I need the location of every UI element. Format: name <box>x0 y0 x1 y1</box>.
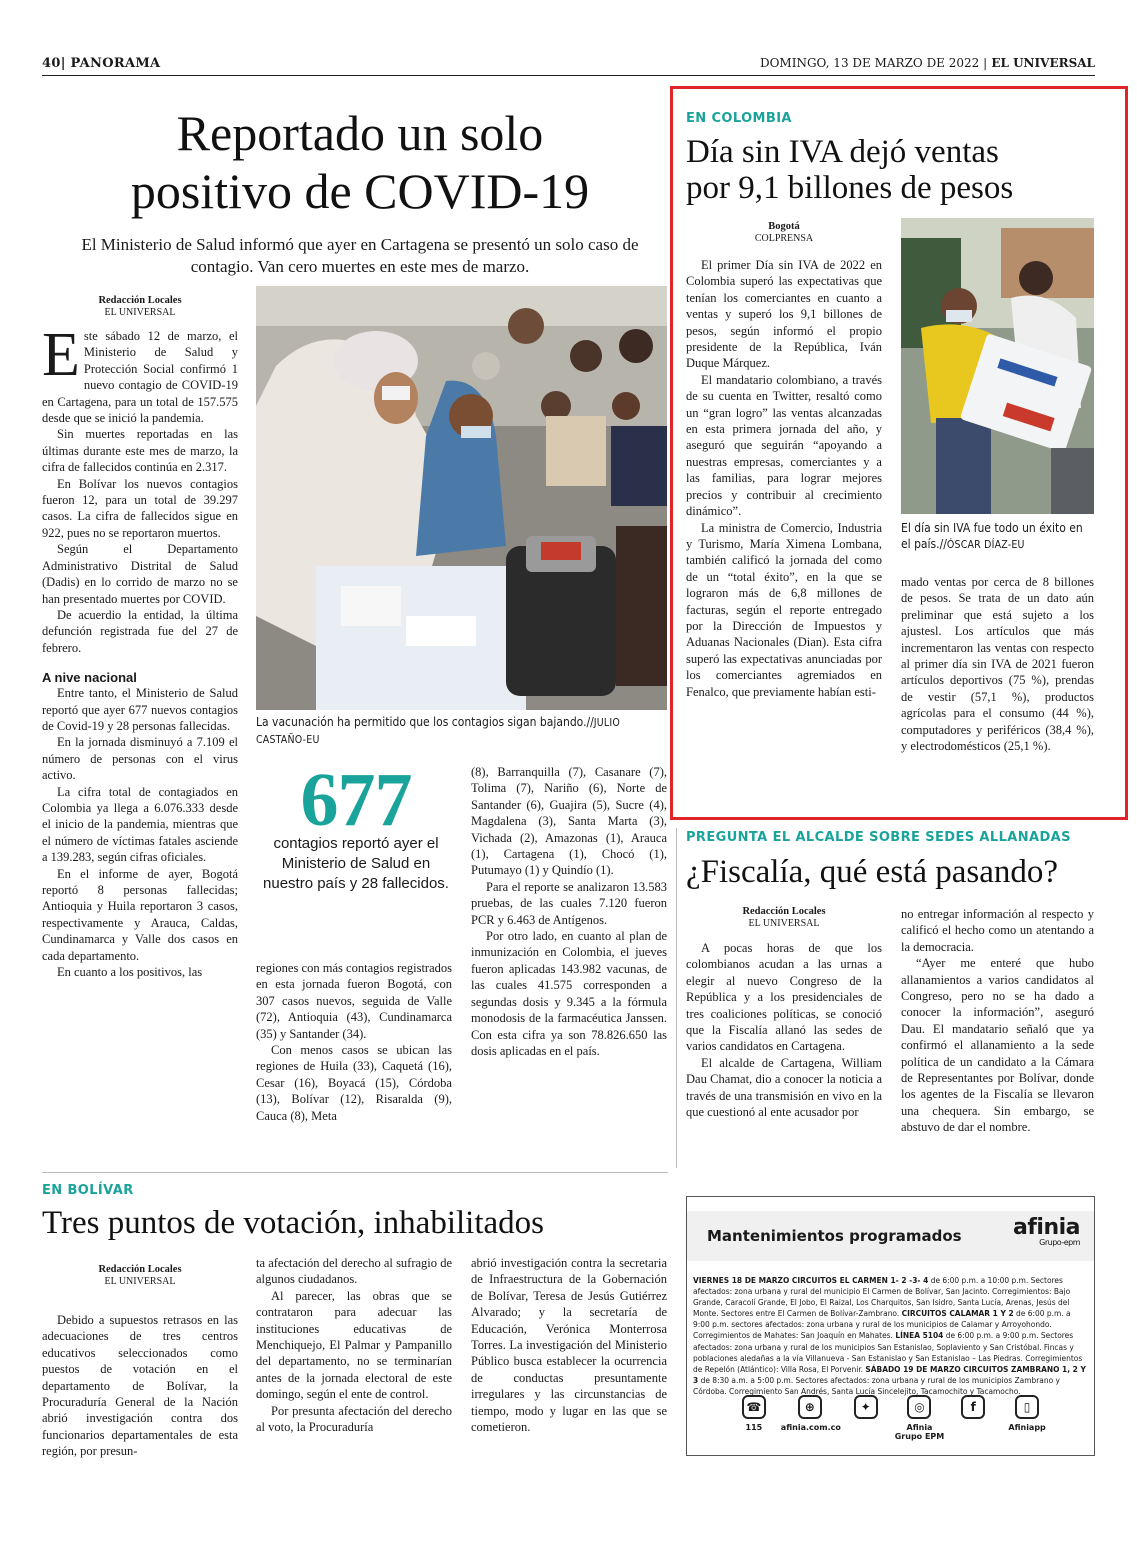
votacion-column-2 <box>256 1255 452 1435</box>
iva-byline <box>686 221 882 245</box>
app-icon: ▯ Afiniapp <box>1000 1395 1054 1447</box>
iva-headline <box>686 134 1106 206</box>
covid-paragraph-1: Este sábado 12 de marzo, el Ministerio de Salud y Protección Social confirmó 1 nuevo contagio de COVID-19 en Cartagena, para un total de 157.575 desde que se inició la pandemia. <box>42 321 238 426</box>
covid-col2-para-2: Con menos casos se ubican las regiones de Huila (33), Caquetá (16), Cesar (16), Boyacá (15), Córdoba (13), Bolívar (12), Risaralda (9), Cauca (8), Meta <box>256 1043 452 1123</box>
vaccination-photo-image <box>256 286 667 710</box>
votacion-column-3 <box>471 1255 667 1435</box>
afinia-logo <box>1013 1215 1080 1247</box>
covid-headline-line2: positivo de COVID-19 <box>130 163 590 219</box>
fiscalia-column-2 <box>901 906 1094 1136</box>
caption-text: La vacunación ha permitido que los contagios sigan bajando.// <box>256 715 594 729</box>
iva-kicker: EN COLOMBIA <box>686 111 792 126</box>
votacion-kicker: EN BOLÍVAR <box>42 1183 134 1198</box>
iva-headline-line1: Día sin IVA dejó ventas <box>686 134 999 170</box>
votacion-headline: Tres puntos de votación, inhabilitados <box>42 1205 544 1241</box>
covid-col2-para-1: regiones con más contagios registrados en esta jornada fueron Bogotá, con 307 casos nuevos, seguida de Valle (72), Antioquia (43), Cundinamarca (35) y Santander (34). <box>256 961 452 1041</box>
caption-text: El día sin IVA fue todo un éxito en el país.// <box>901 521 1083 551</box>
globe-icon: ⊕ afinia.com.co <box>781 1395 839 1447</box>
schedule-heading-2: CIRCUITOS CALAMAR 1 Y 2 <box>901 1308 1014 1319</box>
logo-text: afinia <box>1012 1215 1080 1240</box>
phone-icon: ☎ 115 <box>727 1395 781 1447</box>
byline-outlet: EL UNIVERSAL <box>104 1276 176 1287</box>
byline-author: Redacción Locales <box>742 906 826 917</box>
stat-caption: contagios reportó ayer el Ministerio de Salud en nuestro país y 28 fallecidos. <box>263 835 449 892</box>
byline-outlet: EL UNIVERSAL <box>104 307 176 318</box>
covid-column-1 <box>42 321 238 980</box>
caption-credit: ÓSCAR DÍAZ-EU <box>946 539 1025 551</box>
iva-paragraph-1: El primer Día sin IVA de 2022 en Colombia superó las expectativas que tenían los comerciantes en cuanto a ventas y superó los 9,1 billones de pesos, según informó el propio presidente de la República, Iván Duque Márquez. <box>686 258 882 371</box>
votacion-paragraph-5: abrió investigación contra la secretaria de Infraestructura de la Gobernación de Bolívar, Teresa de Jesús Gutiérrez Alvarado; y la secretaría de Educación, Verónica Monterrosa Torres. La investigación del Ministerio Público busca establecer la ocurrencia de conductas presuntamente irregulares y las circunstancias de tiempo, modo y lugar en las que se cometieron. <box>471 1256 667 1435</box>
ad-title: Mantenimientos programados <box>707 1227 962 1245</box>
ad-schedule-text: VIERNES 18 DE MARZO CIRCUITOS EL CARMEN 1- 2 -3- 4 de 6:00 p.m. a 10:00 p.m. Sectores afectados: zona urbana y rural del municipio El Carmen de Bolívar, San Jacinto. Corregimientos: Bajo Grande, Caracolí Grande, El Jobo, El Raizal, Los Charquitos, San Isidro, Santa Lucía, Arenas, Jesús del Monte. Sectores entre El Carmen de Bolívar-Zambrano. CIRCUITOS CALAMAR 1 Y 2 de 6:00 p.m. a 9:00 p.m. sectores afectados: zona urbana y rural de los municipios de Calamar y Arroyohondo. Corregimientos de Mahates: San Joaquín en Mahates. LÍNEA 5104 de 6:00 p.m. a 9:00 p.m. Sectores afectados: zona urbana y rural de los municipios San Estanislao, Soplaviento y San Cristóbal. Fincas y poblaciones aledañas a la vía Villanueva - San Estanislao y San Estanislao – Las Piedras. Corregimientos de Repelón (Atlántico): Villa Rosa, El Porvenir. SÁBADO 19 DE MARZO CIRCUITOS ZAMBRANO 1, 2 Y 3 de 8:30 a.m. a 5:00 p.m. Sectores afectados: zona urbana y rural de los municipios Zambrano y Córdoba. Corregimiento San Andrés, Santa Lucía Sincelejito, Tacamochito y Tacamocho. <box>693 1275 1086 1396</box>
iva-column-1 <box>686 257 882 700</box>
ad-contact-icons <box>727 1395 1054 1447</box>
covid-dek: El Ministerio de Salud informó que ayer en Cartagena se presentó un solo caso de contagio. Van cero muertes en este mes de marzo. <box>81 235 639 276</box>
vaccination-photo <box>256 286 667 710</box>
votacion-column-1 <box>42 1312 238 1460</box>
covid-paragraph-2: Sin muertes reportadas en las últimas durante este mes de marzo, la cifra de fallecidos continúa en 2.317. <box>42 427 238 475</box>
byline-outlet: COLPRENSA <box>754 233 814 244</box>
covid-paragraph-8: La cifra total de contagiados en Colombia ya llega a 6.076.333 desde el inicio de la pandemia, mientras que el número de víctimas fatales asciende a 139.283, según cifras oficiales. <box>42 784 238 865</box>
issue-date <box>760 56 1095 70</box>
fiscalia-paragraph-4: “Ayer me enteré que hubo allanamientos a varios candidatos al Congreso, pero no se ha dado a conocer la información”, aseguró Dau. El mandatario señaló que ya confirmó el allanamiento a la sede política de un candidato a la Cámara de Representantes por Bolívar, donde los agentes de la Fiscalía se llevaron una chequera. Sin embargo, se abstuvo de dar el nombre. <box>901 956 1094 1135</box>
iva-column-2 <box>901 574 1094 754</box>
vaccination-caption <box>256 714 667 748</box>
twitter-icon: ✦ <box>839 1395 893 1447</box>
header-rule <box>42 75 1095 76</box>
covid-paragraph-6: Entre tanto, el Ministerio de Salud reportó que ayer 677 nuevos contagios de Covid-19 y 28 personas fallecidas. <box>42 686 238 733</box>
afinia-ad <box>686 1196 1095 1456</box>
covid-col3-para-1: (8), Barranquilla (7), Casanare (7), Tolima (7), Nariño (6), Norte de Santander (6), Guajira (5), Sucre (4), Magdalena (3), Santa Marta (3), Vichada (2), Amazonas (1), Arauca (1), Cartagena (1), Chocó (1), Putumayo (1) y Quindío (1). <box>471 765 667 878</box>
votacion-paragraph-4: Por presunta afectación del derecho al voto, la Procuraduría <box>256 1403 452 1435</box>
covid-headline-line1: Reportado un solo <box>176 105 544 161</box>
iva-photo <box>901 218 1094 514</box>
votacion-paragraph-2: ta afectación del derecho al sufragio de algunos ciudadanos. <box>256 1256 452 1287</box>
votacion-byline <box>42 1264 238 1288</box>
iva-paragraph-2: El mandatario colombiano, a través de su cuenta en Twitter, resaltó como un “gran logro” las ventas alcanzadas en esta primera jornada del año, y aseguró que seguirán “apoyando a nuestras empresas, comerciantes y a las familias, para lograr mejores precios y contribuir al crecimiento dinámico”. <box>686 372 882 519</box>
fiscalia-column-1 <box>686 940 882 1120</box>
iva-photo-image <box>901 218 1094 514</box>
iva-headline-line2: por 9,1 billones de pesos <box>686 170 1014 206</box>
facebook-icon: f <box>946 1395 1000 1447</box>
iva-paragraph-4: mado ventas por cerca de 8 billones de pesos. Se trata de un dato aún preliminar que está sujeto a los ajustesl. Los artículos que más incrementaron las ventas con respecto al primer día sin IVA de 2021 fueron artículos deportivos (75 %), prendas de vestir (57,1 %), productos agrícolas para el consumo (44 %), computadores y periféricos (38,4 %), y electrodomésticos (25,1 %). <box>901 575 1094 754</box>
schedule-heading-4: SÁBADO 19 DE MARZO CIRCUITOS ZAMBRANO 1, 2 Y 3 <box>693 1363 1086 1385</box>
byline-author: Redacción Locales <box>98 1264 182 1275</box>
covid-paragraph-7: En la jornada disminuyó a 7.109 el número de personas con el virus activo. <box>42 735 238 783</box>
fiscalia-kicker: PREGUNTA EL ALCALDE SOBRE SEDES ALLANADAS <box>686 830 1071 845</box>
schedule-heading-3: LÍNEA 5104 <box>895 1330 944 1341</box>
iva-caption <box>901 520 1094 553</box>
instagram-icon: ◎ Afinia Grupo EPM <box>893 1395 947 1447</box>
fiscalia-headline: ¿Fiscalía, qué está pasando? <box>686 854 1059 890</box>
covid-col3-para-3: Por otro lado, en cuanto al plan de inmunización en Colombia, el jueves fueron aplicadas 143.982 vacunas, de las cuales 41.575 corresponden a segundas dosis y 9.345 a la fórmula monodosis de la farmacéutica Janssen. Con esta cifra ya son 78.826.650 las dosis aplicadas en el país. <box>471 929 667 1058</box>
covid-paragraph-10: En cuanto a los positivos, las <box>57 965 203 980</box>
covid-paragraph-9: En el informe de ayer, Bogotá reportó 8 personas fallecidas; Antioquia y Huila reportaron 3 casos, respectivamente y Arauca, Caldas, Cundinamarca y Valle dos casos en cada departamento. <box>42 866 238 963</box>
section-label: 40| PANORAMA <box>42 56 161 71</box>
covid-paragraph-3: En Bolívar los nuevos contagios fueron 12, para un total de 39.297 casos. La cifra de fallecidos sigue en 922, pues no se reportaron muertos. <box>42 476 238 540</box>
fiscalia-paragraph-2: El alcalde de Cartagena, William Dau Chamat, dio a conocer la noticia a través de una transmisión en vivo en la que cuestionó al ente acusador por <box>686 1055 882 1120</box>
byline-author: Redacción Locales <box>98 295 182 306</box>
votacion-paragraph-1: Debido a supuestos retrasos en las adecuaciones de tres centros educativos seleccionados como puestos de votación en el departamento de Bolívar, la Procuraduría General de la Nación abrió investigación contra dos funcionarios departamentales de esta región, por presun- <box>42 1313 238 1459</box>
covid-byline <box>42 295 238 319</box>
covid-subhead: A nive nacional <box>42 670 137 686</box>
caption-credit: JULIO CASTAÑO-EU <box>256 717 620 746</box>
fiscalia-paragraph-3: no entregar información al respecto y calificó el hecho como un atentando a la democracia. <box>901 907 1094 954</box>
covid-headline <box>60 104 660 220</box>
covid-column-2 <box>256 960 452 1124</box>
logo-subtext: Grupo-epm <box>1039 1238 1080 1247</box>
dropcap: E <box>42 321 80 389</box>
covid-column-3 <box>471 764 667 1059</box>
covid-paragraph-5: De acuerdio la entidad, la última defunción registrada fue del 27 de febrero. <box>42 607 238 655</box>
votacion-paragraph-3: Al parecer, las obras que se contrataron para adecuar las instituciones educativas de Menchiquejo, El Palmar y Pampanillo del departamento, no se terminarían antes de la jornada electoral de este domingo, según el ente de control. <box>256 1288 452 1402</box>
paper-name: EL UNIVERSAL <box>987 56 1095 70</box>
covid-col3-para-2: Para el reporte se analizaron 13.583 pruebas, de las cuales 7.120 fueron PCR y 6.463 de Antígenos. <box>471 879 667 927</box>
section-rule <box>42 1172 668 1173</box>
byline-outlet: EL UNIVERSAL <box>748 918 820 929</box>
iva-paragraph-3: La ministra de Comercio, Industria y Turismo, María Ximena Lombana, también calificó la jornada del como de un “total éxito”, en la que se lograron más de 6,8 millones de facturas, según el reporte entregado por la Dirección de Impuestos y Aduanas Nacionales (Dian). Esta cifra superó las expectativas anunciadas por los comerciantes agremiados en Fenalco, que previamente habían esti- <box>686 520 882 699</box>
column-divider <box>676 828 677 1168</box>
fiscalia-byline <box>686 906 882 930</box>
covid-paragraph-4: Según el Departamento Administrativo Distrital de Salud (Dadis) en lo corrido de marzo no se han presentado muertes por COVID. <box>42 542 238 606</box>
date-text: DOMINGO, 13 DE MARZO DE 2022 | <box>759 56 988 70</box>
stat-number: 677 <box>300 758 412 842</box>
fiscalia-paragraph-1: A pocas horas de que los colombianos acudan a las urnas a elegir al nuevo Congreso de la República y a los presidenciales de tres coaliciones políticas, se conoció que la Fiscalía allanó las sedes de varios candidatos en Cartagena. <box>686 941 882 1054</box>
schedule-heading-1: VIERNES 18 DE MARZO CIRCUITOS EL CARMEN 1- 2 -3- 4 <box>693 1275 929 1285</box>
byline-author: Bogotá <box>768 221 800 232</box>
